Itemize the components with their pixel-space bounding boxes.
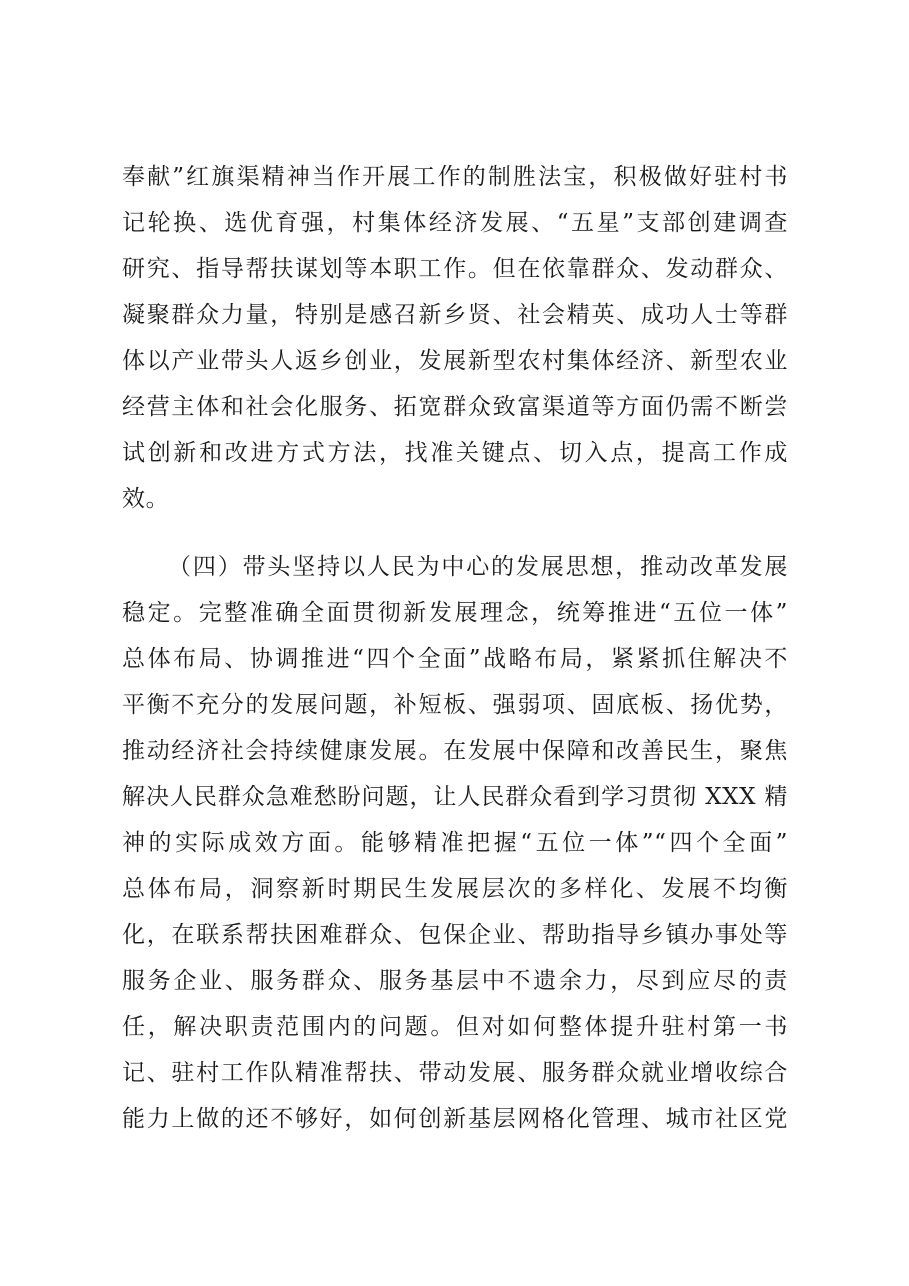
paragraph-line: 体以产业带头人返乡创业，发展新型农村集体经济、新型农业 [122, 348, 788, 374]
paragraph-line: 记轮换、选优育强，村集体经济发展、“五星”支部创建调查 [122, 210, 788, 236]
paragraph-gap [122, 522, 788, 544]
paragraph-line: 总体布局，洞察新时期民生发展层次的多样化、发展不均衡 [122, 876, 788, 902]
paragraph-line: 平衡不充分的发展问题，补短板、强弱项、固底板、扬优势， [122, 692, 788, 718]
paragraph-line: 效。 [122, 486, 170, 512]
paragraph-line: 能力上做的还不够好，如何创新基层网格化管理、城市社区党 [122, 1106, 788, 1132]
paragraph-1 [122, 154, 788, 522]
paragraph-line: 凝聚群众力量，特别是感召新乡贤、社会精英、成功人士等群 [122, 302, 788, 328]
document-body [122, 154, 788, 1142]
paragraph-line: 推动经济社会持续健康发展。在发展中保障和改善民生，聚焦 [122, 738, 788, 764]
paragraph-line: 试创新和改进方式方法，找准关键点、切入点，提高工作成 [122, 440, 788, 466]
paragraph-line: 记、驻村工作队精准帮扶、带动发展、服务群众就业增收综合 [122, 1060, 788, 1086]
paragraph-line: 解决人民群众急难愁盼问题，让人民群众看到学习贯彻 XXX 精 [122, 784, 788, 810]
paragraph-line: 化，在联系帮扶困难群众、包保企业、帮助指导乡镇办事处等 [122, 922, 788, 948]
paragraph-line: 服务企业、服务群众、服务基层中不遗余力，尽到应尽的责 [122, 968, 788, 994]
paragraph-line: 奉献”红旗渠精神当作开展工作的制胜法宝，积极做好驻村书 [122, 164, 788, 190]
paragraph-line: 经营主体和社会化服务、拓宽群众致富渠道等方面仍需不断尝 [122, 394, 788, 420]
paragraph-line: 任，解决职责范围内的问题。但对如何整体提升驻村第一书 [122, 1014, 788, 1040]
paragraph-line: 总体布局、协调推进“四个全面”战略布局，紧紧抓住解决不 [122, 646, 788, 672]
paragraph-line: （四）带头坚持以人民为中心的发展思想，推动改革发展 [168, 554, 788, 580]
paragraph-line: 研究、指导帮扶谋划等本职工作。但在依靠群众、发动群众、 [122, 256, 788, 282]
paragraph-2 [122, 544, 788, 1142]
paragraph-line: 神的实际成效方面。能够精准把握“五位一体”“四个全面” [122, 830, 788, 856]
paragraph-line: 稳定。完整准确全面贯彻新发展理念，统筹推进“五位一体” [122, 600, 788, 626]
